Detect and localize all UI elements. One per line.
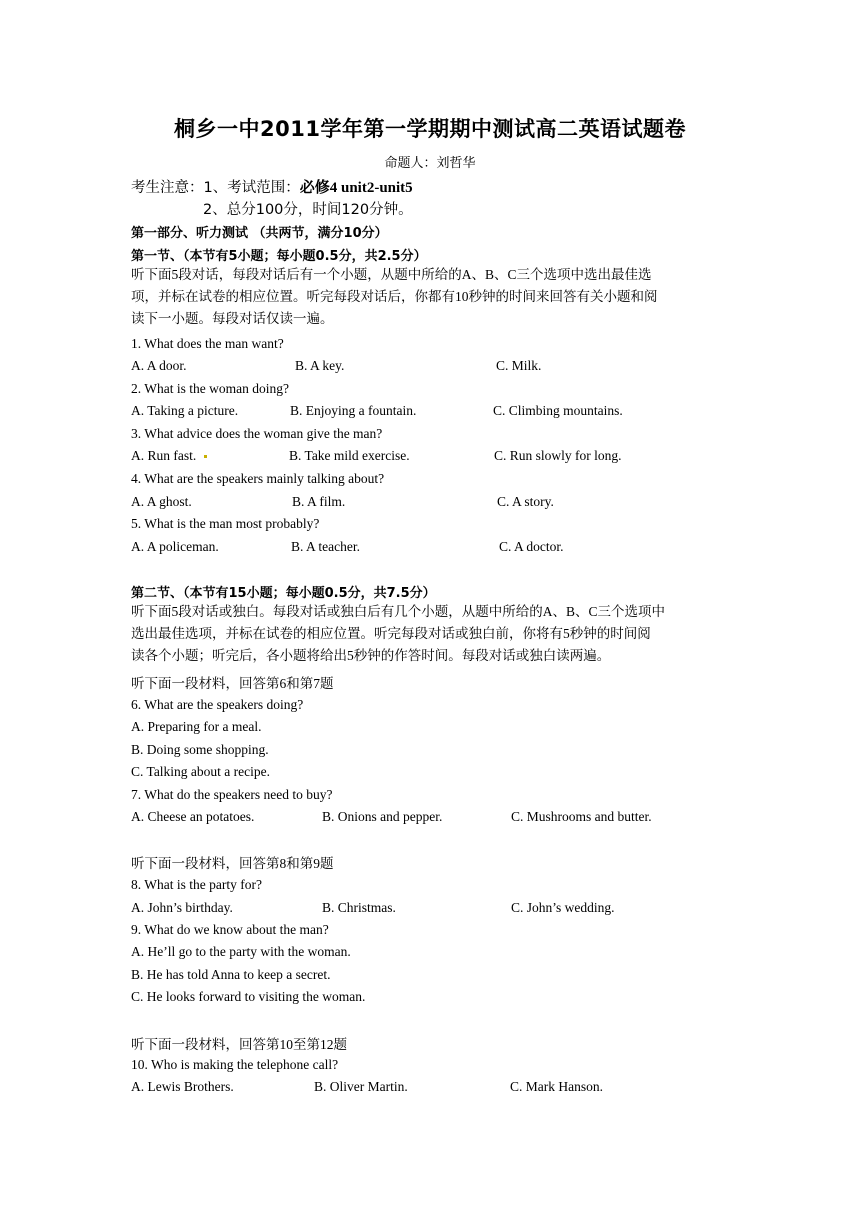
- q2-option-a: A. Taking a picture.: [131, 403, 239, 418]
- q5-option-b: B. A teacher.: [291, 539, 360, 554]
- question-9: 9. What do we know about the man?: [131, 922, 329, 937]
- q9-option-c: C. He looks forward to visiting the woman.: [131, 989, 366, 1004]
- instruction-line: 读下一小题。每段对话仅读一遍。: [131, 311, 334, 326]
- instruction-line: 听下面5段对话或独白。每段对话或独白后有几个小题，从题中所给的A、B、C三个选项中: [131, 604, 666, 619]
- notice-label: 考生注意：: [131, 180, 204, 196]
- mark-dot-icon: [204, 455, 207, 458]
- q8-option-b: B. Christmas.: [322, 900, 396, 915]
- section2-title: 第二节、（本节有15小题；每小题0.5分，共7.5分）: [131, 586, 436, 601]
- q2-option-c: C. Climbing mountains.: [493, 403, 623, 418]
- question-4: 4. What are the speakers mainly talking about?: [131, 471, 385, 486]
- q5-option-c: C. A doctor.: [499, 539, 564, 554]
- q8-option-a: A. John’s birthday.: [131, 900, 233, 915]
- notice-line-1: [131, 176, 413, 197]
- q6-option-b: B. Doing some shopping.: [131, 742, 269, 757]
- q6-option-c: C. Talking about a recipe.: [131, 764, 271, 779]
- q2-option-b: B. Enjoying a fountain.: [290, 403, 417, 418]
- question-7: 7. What do the speakers need to buy?: [131, 787, 333, 802]
- instruction-line: 读各个小题；听完后，各小题将给出5秒钟的作答时间。每段对话或独白读两遍。: [131, 648, 611, 663]
- q4-option-b: B. A film.: [292, 494, 346, 509]
- notice-line-2: 2、总分100分，时间120分钟。: [203, 202, 413, 218]
- question-3: 3. What advice does the woman give the man?: [131, 426, 383, 441]
- section2-instructions: [131, 601, 665, 667]
- q9-option-a: A. He’ll go to the party with the woman.: [131, 944, 351, 959]
- q5-option-a: A. A policeman.: [131, 539, 219, 554]
- q1-option-c: C. Milk.: [496, 358, 542, 373]
- q1-option-a: A. A door.: [131, 358, 187, 373]
- part1-title: 第一部分、听力测试 （共两节，满分10分）: [131, 226, 388, 241]
- author-line: 命题人：刘哲华: [384, 155, 476, 170]
- q3-option-c: C. Run slowly for long.: [494, 448, 622, 463]
- question-10: 10. Who is making the telephone call?: [131, 1057, 339, 1072]
- q4-option-a: A. A ghost.: [131, 494, 192, 509]
- q10-option-b: B. Oliver Martin.: [314, 1079, 408, 1094]
- q7-option-b: B. Onions and pepper.: [322, 809, 443, 824]
- notice-scope: 必修4 unit2-unit5: [299, 180, 413, 196]
- q10-option-a: A. Lewis Brothers.: [131, 1079, 234, 1094]
- question-8: 8. What is the party for?: [131, 877, 262, 892]
- instruction-line: 项，并标在试卷的相应位置。听完每段对话后，你都有10秒钟的时间来回答有关小题和阅: [131, 289, 658, 304]
- material-1-intro: 听下面一段材料，回答第6和第7题: [131, 676, 334, 691]
- notice-scope-prefix: 1、考试范围：: [203, 180, 300, 196]
- q6-option-a: A. Preparing for a meal.: [131, 719, 262, 734]
- q9-option-b: B. He has told Anna to keep a secret.: [131, 967, 331, 982]
- material-3-intro: 听下面一段材料，回答第10至第12题: [131, 1037, 347, 1052]
- q8-option-c: C. John’s wedding.: [511, 900, 615, 915]
- q7-option-c: C. Mushrooms and butter.: [511, 809, 652, 824]
- instruction-line: 听下面5段对话，每段对话后有一个小题，从题中所给的A、B、C三个选项中选出最佳选: [131, 267, 652, 282]
- question-1: 1. What does the man want?: [131, 336, 284, 351]
- q7-option-a: A. Cheese an potatoes.: [131, 809, 255, 824]
- q3-option-b: B. Take mild exercise.: [289, 448, 410, 463]
- q10-option-c: C. Mark Hanson.: [510, 1079, 603, 1094]
- q4-option-c: C. A story.: [497, 494, 554, 509]
- section1-title: 第一节、（本节有5小题；每小题0.5分，共2.5分）: [131, 249, 427, 264]
- q3-option-a: A. Run fast.: [131, 448, 207, 464]
- page-title: 桐乡一中2011学年第一学期期中测试高二英语试题卷: [174, 117, 686, 141]
- question-5: 5. What is the man most probably?: [131, 516, 320, 531]
- question-6: 6. What are the speakers doing?: [131, 697, 304, 712]
- instruction-line: 选出最佳选项，并标在试卷的相应位置。听完每段对话或独白前，你将有5秒钟的时间阅: [131, 626, 651, 641]
- q1-option-b: B. A key.: [295, 358, 345, 373]
- section1-instructions: [131, 264, 658, 330]
- question-2: 2. What is the woman doing?: [131, 381, 289, 396]
- material-2-intro: 听下面一段材料，回答第8和第9题: [131, 856, 334, 871]
